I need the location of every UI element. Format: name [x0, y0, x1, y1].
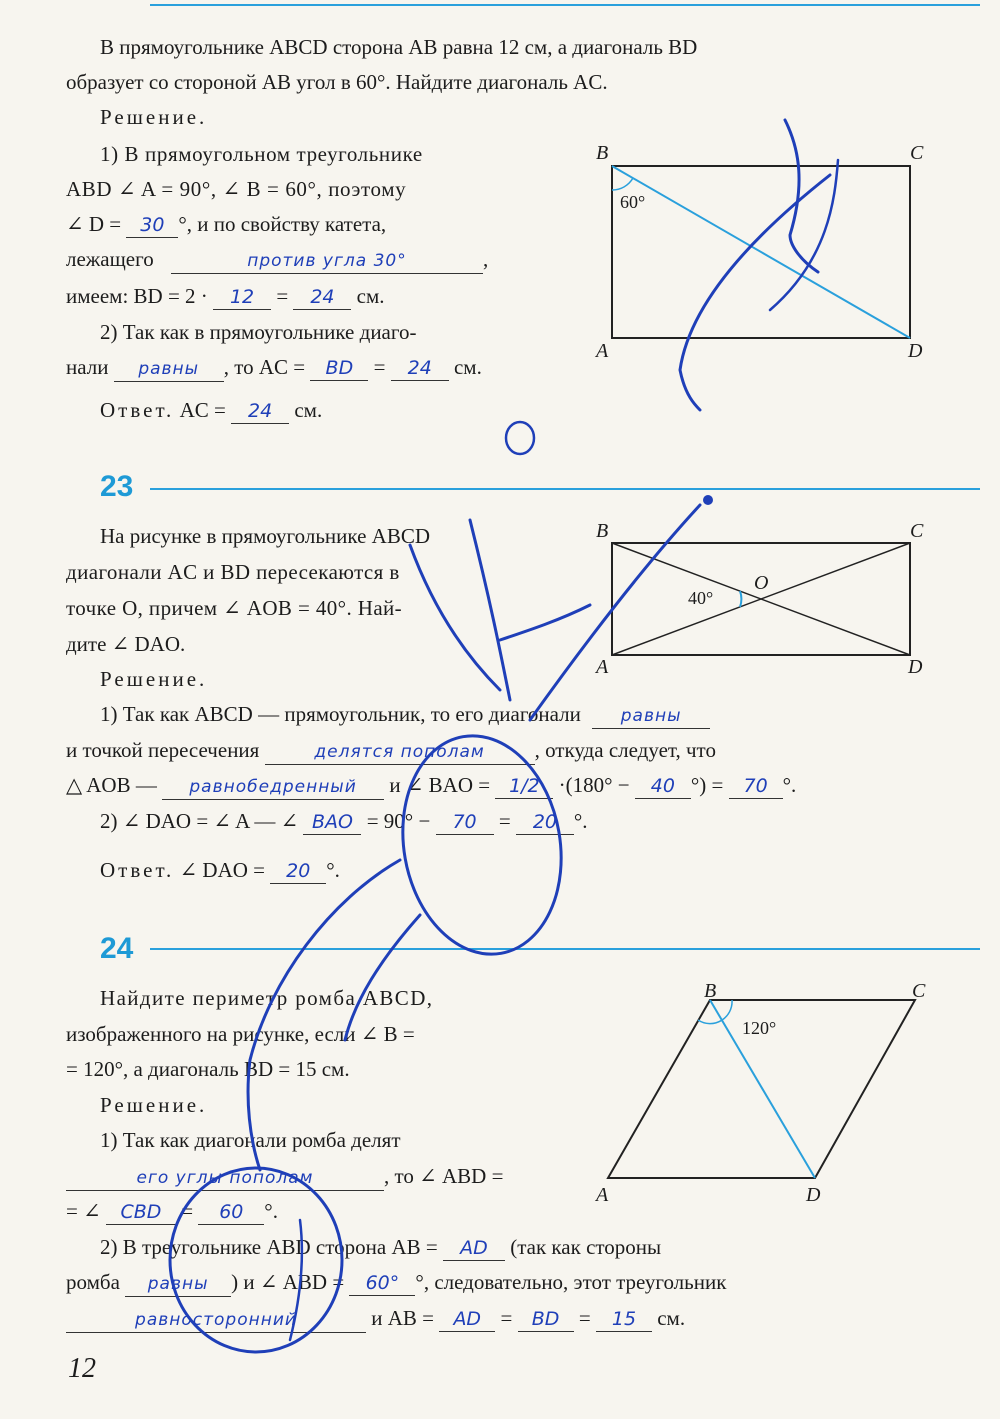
task-22-statement-line-1: В прямоугольнике ABCD сторона AB равна 12 см, а диагональ BD [100, 35, 698, 59]
text: , то AC = [223, 355, 306, 379]
answer-label: Ответ. [100, 858, 175, 882]
text: , [482, 247, 489, 271]
task-22-answer [100, 396, 322, 424]
scribble-stroke [410, 545, 500, 690]
task-23-step1-line-1 [100, 700, 710, 729]
text: имеем: BD = 2 · [66, 284, 208, 308]
vertex-b: B [596, 142, 609, 164]
answer-field[interactable]: 40 [635, 774, 691, 799]
text: 2) В треугольнике ABD сторона AB = [100, 1235, 438, 1259]
text: = [578, 1306, 591, 1330]
answer-field[interactable]: AD [439, 1307, 495, 1332]
answer-field[interactable]: 60 [198, 1200, 264, 1225]
vertex-a: A [596, 656, 609, 678]
task-22-figure [580, 138, 930, 368]
task-22-rule [150, 4, 980, 6]
answer-field[interactable]: CBD [106, 1200, 176, 1225]
answer-field[interactable]: AD [443, 1236, 505, 1261]
task-23-solution-label: Решение. [100, 667, 208, 691]
angle-label: 60° [620, 192, 646, 212]
task-22-step1-line-1: 1) В прямоугольном треугольнике [100, 142, 423, 166]
text: °, следовательно, этот треугольник [415, 1270, 727, 1294]
text: AC = [179, 398, 226, 422]
answer-field[interactable]: 60° [349, 1271, 415, 1296]
task-24-statement-line-3: = 120°, а диагональ BD = 15 см. [66, 1057, 350, 1081]
vertex-a: A [596, 1184, 609, 1206]
task-23-step2 [100, 807, 588, 835]
answer-field[interactable]: 15 [596, 1307, 652, 1332]
text: ∠ D = [66, 212, 122, 236]
answer-field[interactable]: BD [310, 356, 368, 381]
scribble-circle [506, 422, 534, 454]
answer-field[interactable]: 70 [729, 774, 783, 799]
answer-field[interactable]: равносторонний [66, 1308, 366, 1333]
text: = [500, 1306, 513, 1330]
text: 1) Так как ABCD — прямоугольник, то его диагонали [100, 702, 581, 726]
page-number: 12 [68, 1353, 96, 1384]
text: = [276, 284, 289, 308]
text: °, и по свойству катета, [178, 212, 387, 236]
answer-field[interactable]: 12 [213, 285, 271, 310]
text: см. [453, 355, 482, 379]
task-24-rule [150, 948, 980, 950]
text: °. [264, 1199, 278, 1223]
task-22-step1-line-4 [66, 245, 488, 274]
text: °. [573, 809, 588, 833]
vertex-d: D [806, 1184, 821, 1206]
answer-field[interactable]: равны [114, 357, 224, 382]
task-22-statement-line-2: образует со стороной AB угол в 60°. Найдите диагональ AC. [66, 70, 608, 94]
task-24-number: 24 [100, 932, 134, 965]
answer-field[interactable]: 30 [126, 213, 178, 238]
answer-field[interactable]: равны [592, 704, 710, 729]
text: °. [782, 773, 797, 797]
vertex-a: A [596, 340, 609, 362]
task-23-statement-line-4: дите ∠ DAO. [66, 632, 186, 656]
text: = [181, 1199, 194, 1223]
answer-field[interactable]: его углы пополам [66, 1166, 384, 1191]
text: лежащего [66, 247, 154, 271]
task-22-step2-line-2 [66, 353, 482, 382]
task-23-statement-line-2: диагонали AC и BD пересекаются в [66, 560, 400, 584]
angle-arc [612, 178, 633, 190]
text: = [498, 809, 511, 833]
text: см. [356, 284, 385, 308]
answer-field[interactable]: делятся пополам [265, 740, 535, 765]
text: нали [66, 355, 109, 379]
angle-label: 40° [688, 588, 714, 608]
text: ∠ DAO = [179, 858, 265, 882]
vertex-d: D [908, 656, 923, 678]
vertex-c: C [910, 520, 924, 542]
answer-field[interactable]: равнобедренный [162, 775, 384, 800]
task-24-step1-line-3 [66, 1197, 278, 1225]
answer-field[interactable]: 24 [231, 399, 289, 424]
text: и точкой пересечения [66, 738, 260, 762]
task-24-step2-line-2 [66, 1268, 726, 1297]
task-22-step1-line-3 [66, 210, 386, 238]
task-22-solution-label: Решение. [100, 105, 208, 129]
task-24-solution-label: Решение. [100, 1093, 208, 1117]
task-24-step1-line-1: 1) Так как диагонали ромба делят [100, 1128, 401, 1152]
answer-label: Ответ. [100, 398, 175, 422]
task-23-number: 23 [100, 470, 134, 503]
task-23-step1-line-3 [66, 771, 796, 800]
answer-field[interactable]: равны [125, 1272, 231, 1297]
answer-field[interactable]: 70 [436, 810, 494, 835]
vertex-b: B [704, 980, 717, 1002]
text: °) = [690, 773, 724, 797]
task-22-step1-line-2: ABD ∠ A = 90°, ∠ B = 60°, поэтому [66, 177, 407, 201]
diagonal-bd [612, 166, 910, 338]
text: ) и ∠ ABD = [231, 1270, 345, 1294]
task-23-statement-line-1: На рисунке в прямоугольнике ABCD [100, 524, 431, 548]
answer-field[interactable]: 20 [270, 859, 326, 884]
scribble-stroke [470, 520, 510, 700]
vertex-d: D [908, 340, 923, 362]
text: (так как стороны [510, 1235, 662, 1259]
task-23-answer [100, 856, 340, 884]
answer-field[interactable]: 24 [391, 356, 449, 381]
text: = 90° − [366, 809, 431, 833]
task-23-step1-line-2 [66, 736, 716, 765]
task-24-step1-line-2 [66, 1162, 503, 1191]
answer-field[interactable]: 24 [293, 285, 351, 310]
text: и ∠ BAO = [389, 773, 491, 797]
answer-field[interactable]: BAO [303, 810, 361, 835]
text: °. [326, 858, 340, 882]
vertex-b: B [596, 520, 609, 542]
angle-arc [740, 591, 741, 607]
answer-field[interactable]: 1/2 [495, 774, 553, 799]
text: = ∠ [66, 1199, 101, 1223]
text: , то ∠ ABD = [384, 1164, 504, 1188]
scribble-dot [703, 495, 713, 505]
text: см. [294, 398, 323, 422]
task-23-rule [150, 488, 980, 490]
text: = [373, 355, 386, 379]
scribble-stroke [248, 860, 400, 1170]
text: 2) ∠ DAO = ∠ A — ∠ [100, 809, 299, 833]
task-22-step1-line-5 [66, 282, 385, 310]
task-24-step2-line-3 [66, 1304, 685, 1333]
task-24-statement-line-1: Найдите периметр ромба ABCD, [100, 986, 434, 1010]
answer-field[interactable]: против угла 30° [171, 249, 483, 274]
scribble-stroke [500, 605, 590, 640]
vertex-c: C [910, 142, 924, 164]
answer-field[interactable]: BD [518, 1307, 574, 1332]
task-24-step2-line-1 [100, 1233, 661, 1261]
task-22-step2-line-1: 2) Так как в прямоугольнике диаго- [100, 320, 417, 344]
text: и AB = [371, 1306, 435, 1330]
text: △ AOB — [66, 773, 157, 797]
answer-field[interactable]: 20 [516, 810, 574, 835]
point-o: O [754, 572, 769, 594]
task-24-statement-line-2: изображенного на рисунке, если ∠ B = [66, 1022, 415, 1046]
text: ромба [66, 1270, 120, 1294]
text: см. [657, 1306, 686, 1330]
text: ·(180° − [558, 773, 630, 797]
task-23-figure [590, 525, 930, 675]
angle-label: 120° [742, 1018, 777, 1038]
task-23-statement-line-3: точке O, причем ∠ AOB = 40°. Най- [66, 596, 403, 620]
text: , откуда следует, что [534, 738, 716, 762]
vertex-c: C [912, 980, 926, 1002]
